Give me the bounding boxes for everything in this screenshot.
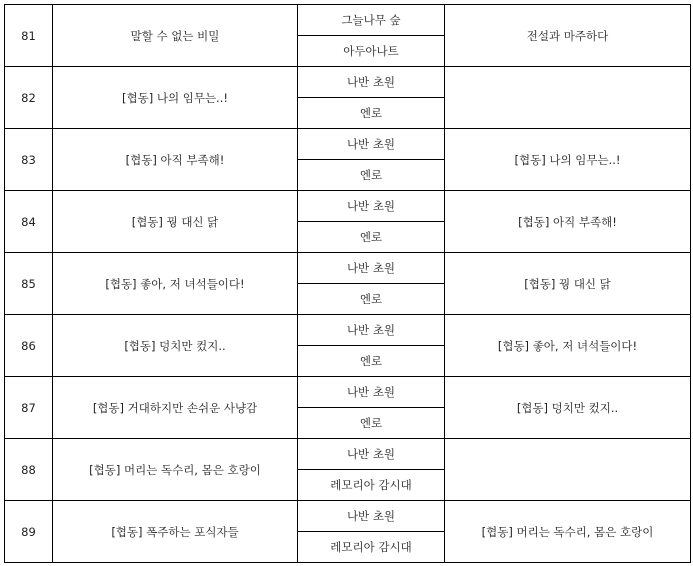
table-row [5,377,691,408]
quest-location-place: 엔로 [298,284,445,315]
quest-location-place: 엔로 [298,408,445,439]
quest-location-region: 나반 초원 [298,67,445,98]
quest-location-place: 엔로 [298,98,445,129]
quest-location-place: 엔로 [298,222,445,253]
table-row [5,253,691,284]
quest-prerequisite [445,67,691,129]
quest-location-region: 나반 초원 [298,129,445,160]
quest-number: 84 [5,191,53,253]
quest-number: 82 [5,67,53,129]
table-row [5,439,691,470]
quest-location-place: 아두아나트 [298,36,445,67]
quest-location-region: 나반 초원 [298,501,445,532]
table-row [5,129,691,160]
quest-name: 말할 수 없는 비밀 [53,5,298,67]
table-row [5,5,691,36]
quest-number: 87 [5,377,53,439]
quest-name: [협동] 아직 부족해! [53,129,298,191]
quest-name: [협동] 꿩 대신 닭 [53,191,298,253]
quest-location-place: 레모리아 감시대 [298,470,445,501]
quest-table-body [5,5,691,563]
quest-location-place: 엔로 [298,160,445,191]
quest-name: [협동] 거대하지만 손쉬운 사냥감 [53,377,298,439]
quest-prerequisite: [협동] 나의 임무는..! [445,129,691,191]
quest-prerequisite: [협동] 덩치만 컸지.. [445,377,691,439]
quest-location-region: 나반 초원 [298,191,445,222]
quest-number: 81 [5,5,53,67]
quest-prerequisite: [협동] 꿩 대신 닭 [445,253,691,315]
quest-name: [협동] 폭주하는 포식자들 [53,501,298,563]
quest-prerequisite: [협동] 아직 부족해! [445,191,691,253]
quest-number: 83 [5,129,53,191]
quest-name: [협동] 머리는 독수리, 몸은 호랑이 [53,439,298,501]
quest-number: 89 [5,501,53,563]
table-row [5,315,691,346]
quest-location-place: 엔로 [298,346,445,377]
quest-name: [협동] 좋아, 저 녀석들이다! [53,253,298,315]
quest-name: [협동] 나의 임무는..! [53,67,298,129]
quest-location-region: 나반 초원 [298,377,445,408]
table-row [5,67,691,98]
quest-location-region: 나반 초원 [298,253,445,284]
quest-number: 88 [5,439,53,501]
quest-table [4,4,691,563]
quest-location-region: 나반 초원 [298,439,445,470]
quest-location-place: 레모리아 감시대 [298,532,445,563]
quest-prerequisite: [협동] 머리는 독수리, 몸은 호랑이 [445,501,691,563]
table-row [5,191,691,222]
quest-prerequisite: 전설과 마주하다 [445,5,691,67]
quest-number: 86 [5,315,53,377]
quest-prerequisite [445,439,691,501]
table-row [5,501,691,532]
quest-prerequisite: [협동] 좋아, 저 녀석들이다! [445,315,691,377]
quest-location-region: 나반 초원 [298,315,445,346]
quest-name: [협동] 덩치만 컸지.. [53,315,298,377]
quest-location-region: 그늘나무 숲 [298,5,445,36]
quest-number: 85 [5,253,53,315]
